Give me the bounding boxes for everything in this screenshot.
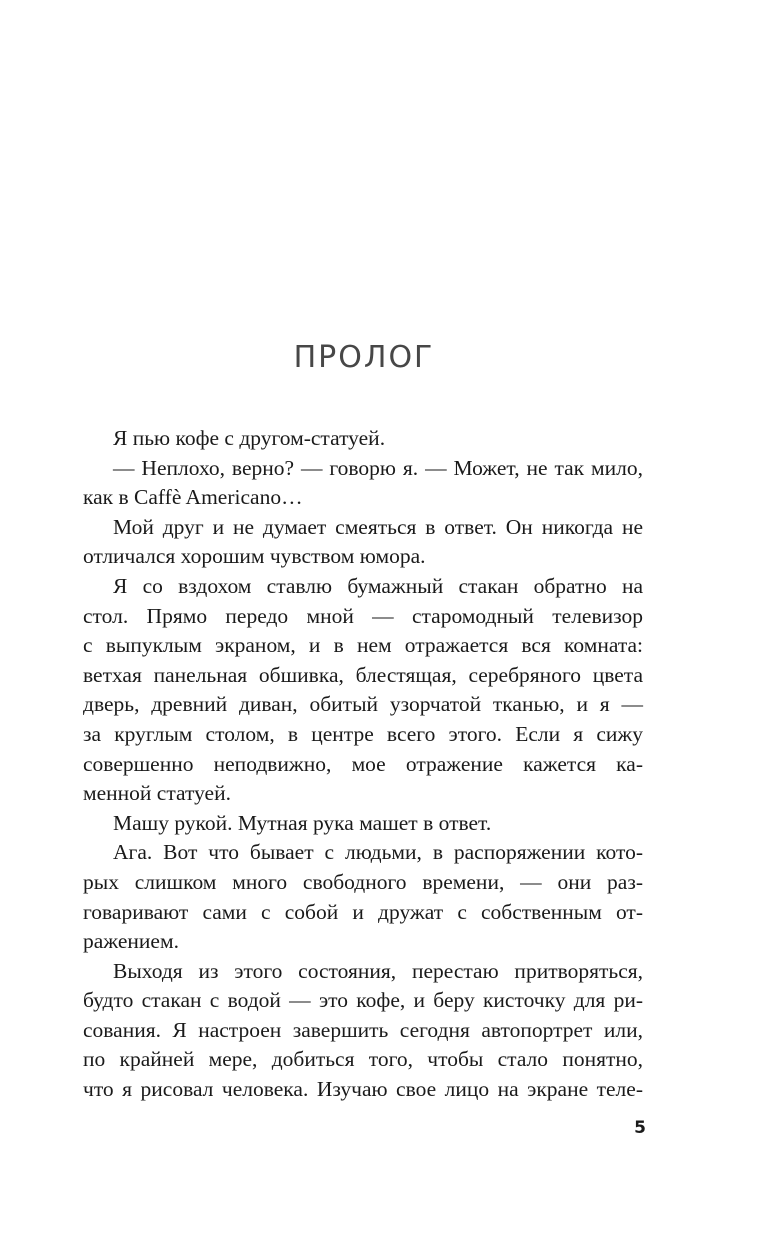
text-line: стол. Прямо передо мной — старомодный телевизор [83,603,643,628]
text-line: ветхая панельная обшивка, блестящая, серебряного цвета [83,662,643,687]
text-line: Машу рукой. Мутная рука машет в ответ. [113,810,492,835]
text-line: будто стакан с водой — это кофе, и беру кисточку для ри- [83,988,643,1013]
text-line: Ага. Вот что бывает с людьми, в распоряжении кото- [113,840,643,865]
text-line: менной статуей. [83,781,231,806]
page-number: 5 [634,1118,646,1138]
text-line: говаривают сами с собой и дружат с собственным от- [83,899,643,924]
text-line: с выпуклым экраном, и в нем отражается вся комната: [83,633,643,658]
text-line: Я пью кофе с другом-статуей. [113,426,386,450]
text-line: сования. Я настроен завершить сегодня автопортрет или, [83,1017,643,1042]
text-line: как в Caffè Americano… [83,485,303,510]
text-line: что я рисовал человека. Изучаю свое лицо на экране теле- [83,1077,643,1102]
text-line: рых слишком много свободного времени, — они раз- [83,869,643,894]
text-line: Я со вздохом ставлю бумажный стакан обратно на [113,573,643,598]
text-line: совершенно неподвижно, мое отражение кажется ка- [83,751,643,776]
chapter-title: ПРОЛОГ [293,340,435,375]
text-line: по крайней мере, добиться того, чтобы стало понятно, [83,1047,643,1072]
text-line: — Неплохо, верно? — говорю я. — Может, не так мило, [113,455,643,480]
text-line: отличался хорошим чувством юмора. [83,544,426,569]
text-line: Выходя из этого состояния, перестаю притворяться, [113,958,643,983]
text-line: Мой друг и не думает смеяться в ответ. Он никогда не [113,514,643,539]
text-line: дверь, древний диван, обитый узорчатой тканью, и я — [83,692,643,717]
text-line: за круглым столом, в центре всего этого. Если я сижу [83,721,643,746]
text-line: ражением. [83,929,179,954]
body-text [83,424,643,1105]
